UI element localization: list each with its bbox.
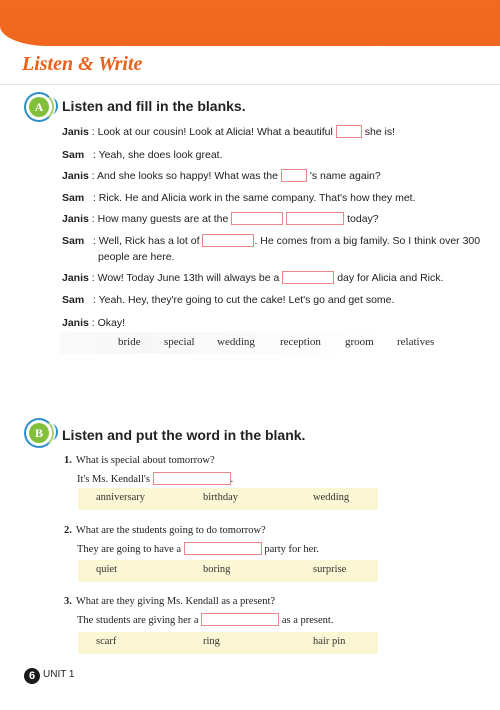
speaker-name: Sam [62,235,85,247]
dialogue-line: Sam : Well, Rick has a lot of . He comes from a big family. So I think over 300 people are here. [62,235,481,263]
section-a-badge-icon [24,92,54,122]
answer-blank[interactable] [153,472,231,485]
speaker-name: Sam [62,192,85,204]
answer-text: . [230,474,234,485]
option-word[interactable]: scarf [96,636,117,647]
answer-blank[interactable] [336,125,362,138]
options-box [78,632,378,654]
dialogue-text: Rick. He and Alicia work in the same company. That's how they met. [98,192,416,204]
title-divider [0,84,500,85]
option-word[interactable]: birthday [203,492,238,503]
question-number: 1. [64,455,72,466]
question [64,455,215,466]
dialogue-line: Janis : How many guests are at the today? [62,213,379,225]
options-box [78,560,378,582]
speaker-name: Janis [62,213,89,225]
word-bank [60,332,494,354]
question-text: What is special about tomorrow? [75,455,215,466]
dialogue-line: Janis : And she looks so happy! What was the 's name again? [62,170,381,182]
speaker-name: Janis [62,170,89,182]
word-bank-item: groom [345,336,374,348]
dialogue-line: Sam : Rick. He and Alicia work in the same company. That's how they met. [62,192,416,204]
speaker-name: Janis [62,317,89,329]
option-word[interactable]: quiet [96,564,117,575]
answer-text: party for her. [264,544,319,555]
speaker-name: Janis [62,126,89,138]
answer-text: They are going to have a [77,544,182,555]
word-bank-item: relatives [397,336,435,348]
question [64,596,275,607]
dialogue-text: Yeah. Hey, they're going to cut the cake! Let's go and get some. [98,294,395,306]
page-number: 6 [24,668,40,684]
dialogue-line: Sam : Yeah, she does look great. [62,149,223,161]
option-word[interactable]: boring [203,564,231,575]
speaker-name: Sam [62,294,85,306]
header-band [0,0,500,46]
dialogue-text: And she looks so happy! What was the [97,170,278,182]
section-b-letter: B [29,423,49,443]
answer-blank[interactable] [231,212,283,225]
answer-blank[interactable] [286,212,344,225]
question-number: 2. [64,525,72,536]
answer-blank[interactable] [282,271,334,284]
section-b-title: Listen and put the word in the blank. [62,427,306,443]
speaker-name: Janis [62,272,89,284]
word-bank-item: wedding [217,336,255,348]
answer-blank[interactable] [281,169,307,182]
answer-line [77,472,233,485]
question-text: What are the students going to do tomorrow? [75,525,266,536]
speaker-name: Sam [62,149,85,161]
dialogue-line: Sam : Yeah. Hey, they're going to cut the cake! Let's go and get some. [62,294,395,306]
option-word[interactable]: ring [203,636,220,647]
word-bank-item: reception [280,336,321,348]
dialogue-text: Wow! Today June 13th will always be a [97,272,280,284]
dialogue-text: people are here. [98,251,175,263]
dialogue-text: today? [347,213,379,225]
section-a-letter: A [29,97,49,117]
answer-text: It's Ms. Kendall's [77,474,150,485]
answer-blank[interactable] [184,542,262,555]
option-word[interactable]: wedding [313,492,350,503]
dialogue-text: she is! [364,126,396,138]
answer-line [77,613,333,626]
answer-text: as a present. [281,615,334,626]
dialogue-text: How many guests are at the [97,213,229,225]
dialogue-line: Janis : Wow! Today June 13th will always be a day for Alicia and Rick. [62,272,444,284]
option-word[interactable]: hair pin [313,636,346,647]
dialogue-text: 's name again? [309,170,381,182]
dialogue-text: Look at our cousin! Look at Alicia! What a beautiful [97,126,333,138]
dialogue-line: Janis : Look at our cousin! Look at Alicia! What a beautiful she is! [62,126,396,138]
page-title: Listen & Write [22,53,143,75]
dialogue-line: Janis : Okay! [62,317,126,329]
section-b-badge-icon [24,418,54,448]
options-box [78,488,378,510]
option-word[interactable]: surprise [313,564,347,575]
word-bank-item: special [164,336,195,348]
answer-blank[interactable] [202,234,254,247]
question [64,525,266,536]
word-bank-item: bride [118,336,141,348]
dialogue-text: . He comes from a big family. So I think over 300 [254,235,481,247]
question-number: 3. [64,596,72,607]
answer-blank[interactable] [201,613,279,626]
dialogue-text: Well, Rick has a lot of [98,235,200,247]
unit-label: UNIT 1 [43,669,75,680]
answer-line [77,542,319,555]
dialogue-text: Yeah, she does look great. [98,149,223,161]
option-word[interactable]: anniversary [96,492,145,503]
answer-text: The students are giving her a [77,615,199,626]
question-text: What are they giving Ms. Kendall as a present? [75,596,276,607]
dialogue-text: Okay! [97,317,126,329]
section-a-title: Listen and fill in the blanks. [62,98,246,114]
dialogue-text: day for Alicia and Rick. [337,272,444,284]
